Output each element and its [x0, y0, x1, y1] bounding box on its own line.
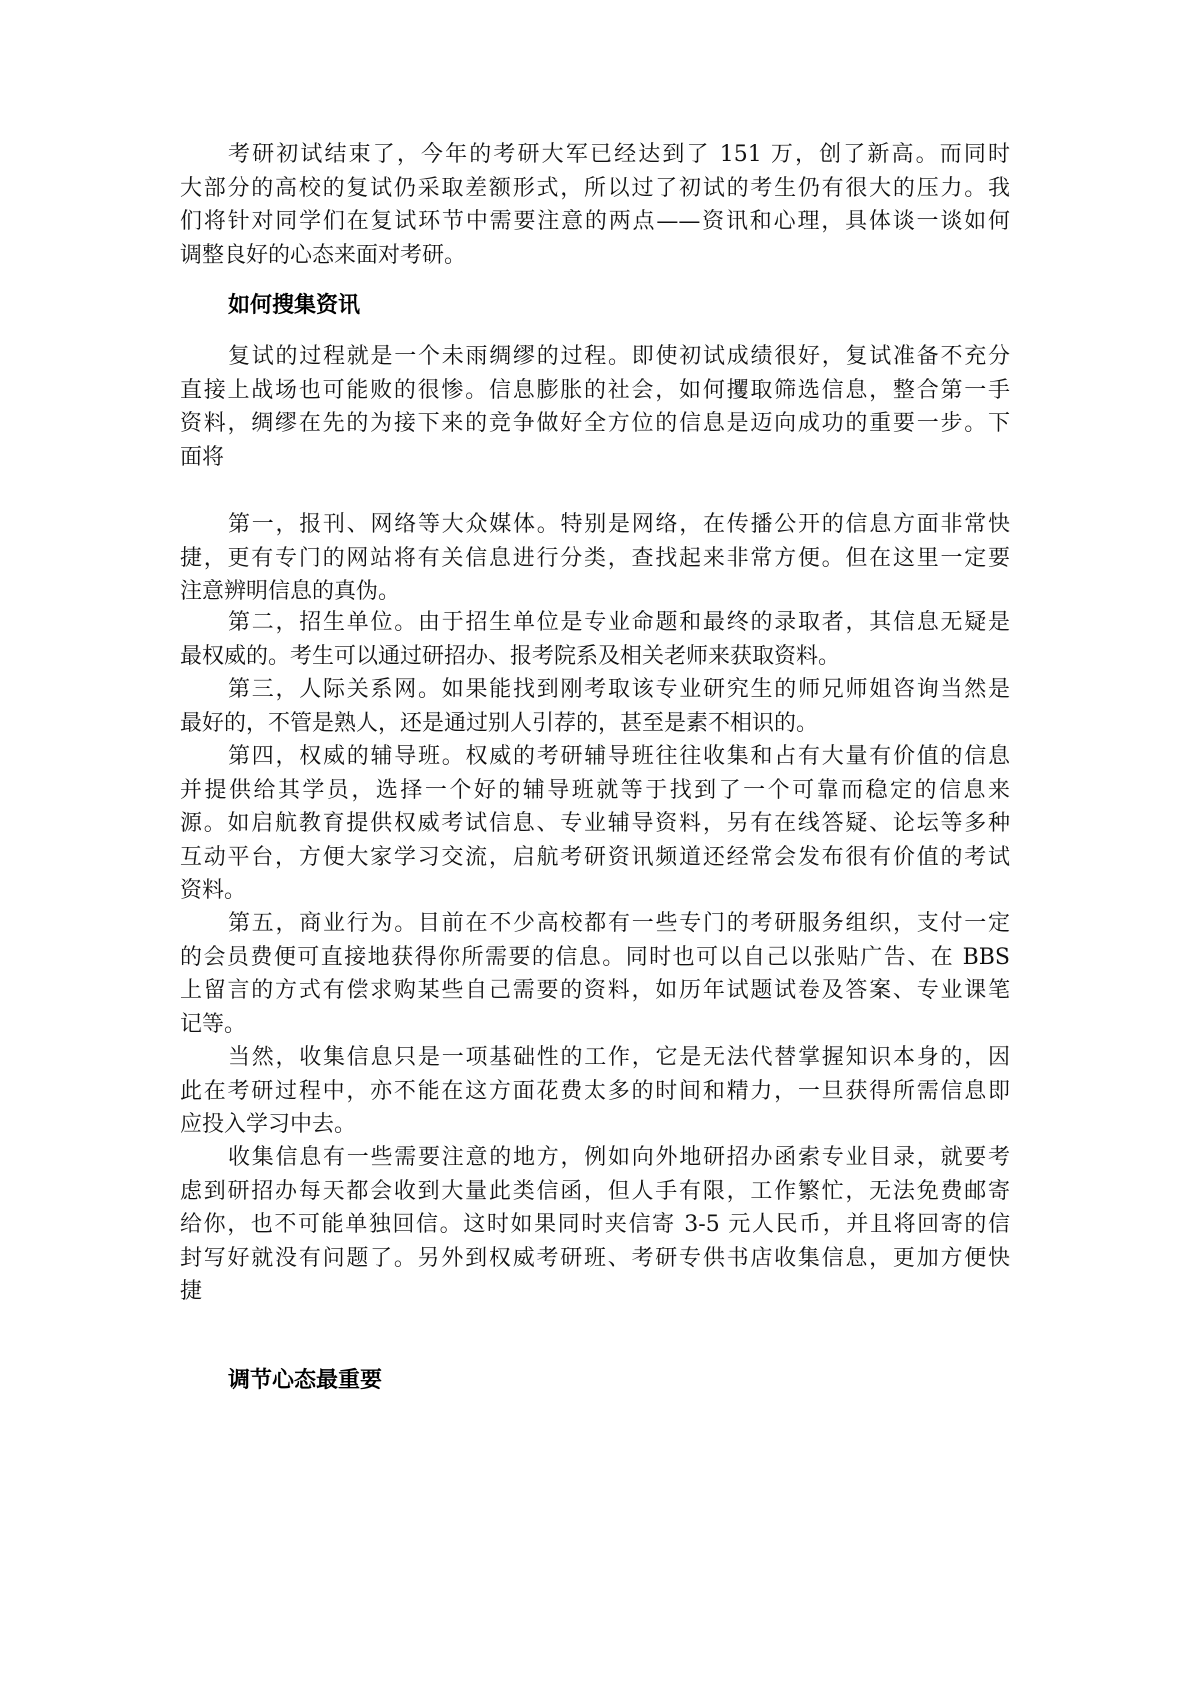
text-line: 大部分的高校的复试仍采取差额形式，所以过了初试的考生仍有很大的压力。我: [180, 175, 1010, 201]
text-line: 资料。: [180, 878, 247, 903]
text-line: 应投入学习中去。: [180, 1112, 357, 1137]
text-line: 第四，权威的辅导班。权威的考研辅导班往往收集和占有大量有价值的信息: [228, 744, 1010, 769]
intro-paragraph: [180, 138, 1010, 272]
notes-paragraph: [180, 1141, 1010, 1309]
text-line: 封写好就没有问题了。另外到权威考研班、考研专供书店收集信息，更加方便快: [180, 1245, 1010, 1271]
text-line: 调整良好的心态来面对考研。: [180, 242, 467, 268]
text-line: 当然，收集信息只是一项基础性的工作，它是无法代替掌握知识本身的，因: [228, 1045, 1010, 1070]
text-line: 最好的，不管是熟人，还是通过别人引荐的，甚至是素不相识的。: [180, 710, 819, 736]
text-line: 捷: [180, 1279, 203, 1304]
text-line: 收集信息有一些需要注意的地方，例如向外地研招办函索专业目录，就要考: [228, 1145, 1010, 1170]
text-line: 捷，更有专门的网站将有关信息进行分类，查找起来非常方便。但在这里一定要: [180, 545, 1010, 571]
text-line: 记等。: [180, 1011, 247, 1037]
text-line: 互动平台，方便大家学习交流，启航考研资讯频道还经常会发布很有价值的考试: [180, 844, 1010, 870]
text-line: 第二，招生单位。由于招生单位是专业命题和最终的录取者，其信息无疑是: [228, 610, 1010, 635]
text-line: 并提供给其学员，选择一个好的辅导班就等于找到了一个可靠而稳定的信息来: [180, 777, 1010, 803]
third-source-paragraph: [180, 673, 1010, 740]
text-line: 直接上战场也可能败的很惨。信息膨胀的社会，如何攫取筛选信息，整合第一手: [180, 377, 1010, 403]
text-line: 注意辨明信息的真伪。: [180, 579, 401, 604]
text-line: 此在考研过程中，亦不能在这方面花费太多的时间和精力，一旦获得所需信息即: [180, 1078, 1010, 1104]
first-source-paragraph: [180, 508, 1010, 609]
text-line: 虑到研招办每天都会收到大量此类信函，但人手有限，工作繁忙，无法免费邮寄: [180, 1178, 1010, 1204]
fourth-source-paragraph: [180, 740, 1010, 908]
second-source-paragraph: [180, 606, 1010, 673]
collect-intro-paragraph: [180, 340, 1010, 474]
text-line: 第五，商业行为。目前在不少高校都有一些专门的考研服务组织，支付一定: [228, 911, 1010, 936]
text-line: 的会员费便可直接地获得你所需要的信息。同时也可以自己以张贴广告、在 BBS: [180, 944, 1010, 970]
fifth-source-paragraph: [180, 907, 1010, 1041]
text-line: 资料，绸缪在先的为接下来的竞争做好全方位的信息是迈向成功的重要一步。下: [180, 411, 1010, 436]
text-line: 复试的过程就是一个未雨绸缪的过程。即使初试成绩很好，复试准备不充分: [228, 344, 1010, 369]
text-line: 考研初试结束了，今年的考研大军已经达到了 151 万，创了新高。而同时: [228, 142, 1010, 167]
text-line: 面将: [180, 444, 225, 470]
section-heading-collect-info: 如何搜集资讯: [228, 293, 361, 318]
text-line: 上留言的方式有偿求购某些自己需要的资料，如历年试题试卷及答案、专业课笔: [180, 978, 1010, 1003]
section-heading-mindset: 调节心态最重要: [228, 1368, 383, 1393]
text-line: 们将针对同学们在复试环节中需要注意的两点——资讯和心理，具体谈一谈如何: [180, 209, 1010, 234]
text-line: 第三，人际关系网。如果能找到刚考取该专业研究生的师兄师姐咨询当然是: [228, 677, 1010, 702]
of-course-paragraph: [180, 1041, 1010, 1142]
text-line: 源。如启航教育提供权威考试信息、专业辅导资料，另有在线答疑、论坛等多种: [180, 811, 1010, 836]
text-line: 给你，也不可能单独回信。这时如果同时夹信寄 3-5 元人民币，并且将回寄的信: [180, 1212, 1010, 1237]
text-line: 第一，报刊、网络等大众媒体。特别是网络，在传播公开的信息方面非常快: [228, 512, 1010, 537]
text-line: 最权威的。考生可以通过研招办、报考院系及相关老师来获取资料。: [180, 643, 841, 669]
